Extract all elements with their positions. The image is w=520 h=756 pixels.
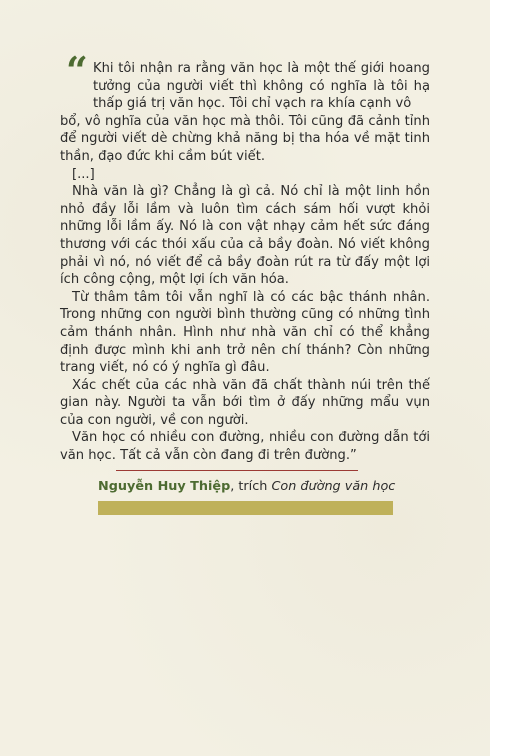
page-margin bbox=[490, 0, 520, 756]
author-name: Nguyễn Huy Thiệp bbox=[98, 479, 231, 494]
quote-paragraph-1 bbox=[60, 48, 430, 113]
attribution bbox=[98, 479, 395, 494]
quote-paragraph-1-continued: bổ, vô nghĩa của văn học mà thôi. Tôi cũng đã cảnh tỉnh để người viết dè chừng khả năng bị tha hóa về mặt tinh thần, đạo đức khi cầm bút viết. bbox=[60, 113, 430, 164]
divider-rule bbox=[116, 470, 358, 471]
quote-ellipsis: [...] bbox=[72, 166, 95, 182]
open-quote-mark: “ bbox=[66, 48, 88, 93]
work-title: Con đường văn học bbox=[271, 479, 396, 494]
quote-paragraph-3: Từ thâm tâm tôi vẫn nghĩ là có các bậc thánh nhân. Trong những con người bình thường cũng có những tình cảm thánh nhân. Hình như nhà văn chỉ có thể khẳng định được mình khi anh trở nên chí thánh? Còn những trang viết, nó có ý nghĩa gì đâu. bbox=[60, 289, 430, 376]
quote-paragraph-2: Nhà văn là gì? Chẳng là gì cả. Nó chỉ là một linh hồn nhỏ đầy lỗi lầm và luôn tìm cách sám hối vượt khỏi những lỗi lầm ấy. Nó là con vật nhạy cảm hết sức đáng thương với các thói xấu của cả bầy đoàn. Nó viết không phải vì nó, nó viết để cả bầy đoàn rút ra từ đấy một lợi ích công cộng, một lợi ích văn hóa. bbox=[60, 184, 430, 288]
decorative-bar bbox=[98, 501, 393, 515]
quote-paragraph-4: Xác chết của các nhà văn đã chất thành núi trên thế gian này. Người ta vẫn bới tìm ở đấy những mẩu vụn của con người, về con người. bbox=[60, 377, 430, 428]
attribution-separator: , trích bbox=[230, 479, 272, 494]
quote-paragraph-5: Văn học có nhiều con đường, nhiều con đường dẫn tới văn học. Tất cả vẫn còn đang đi trên đường.” bbox=[60, 430, 430, 464]
quote-block bbox=[60, 48, 430, 465]
quote-paragraph-1-opening: Khi tôi nhận ra rằng văn học là một thế giới hoang tưởng của người viết thì không có nghĩa là tôi hạ thấp giá trị văn học. Tôi chỉ vạch ra khía cạnh vô bbox=[93, 61, 430, 112]
